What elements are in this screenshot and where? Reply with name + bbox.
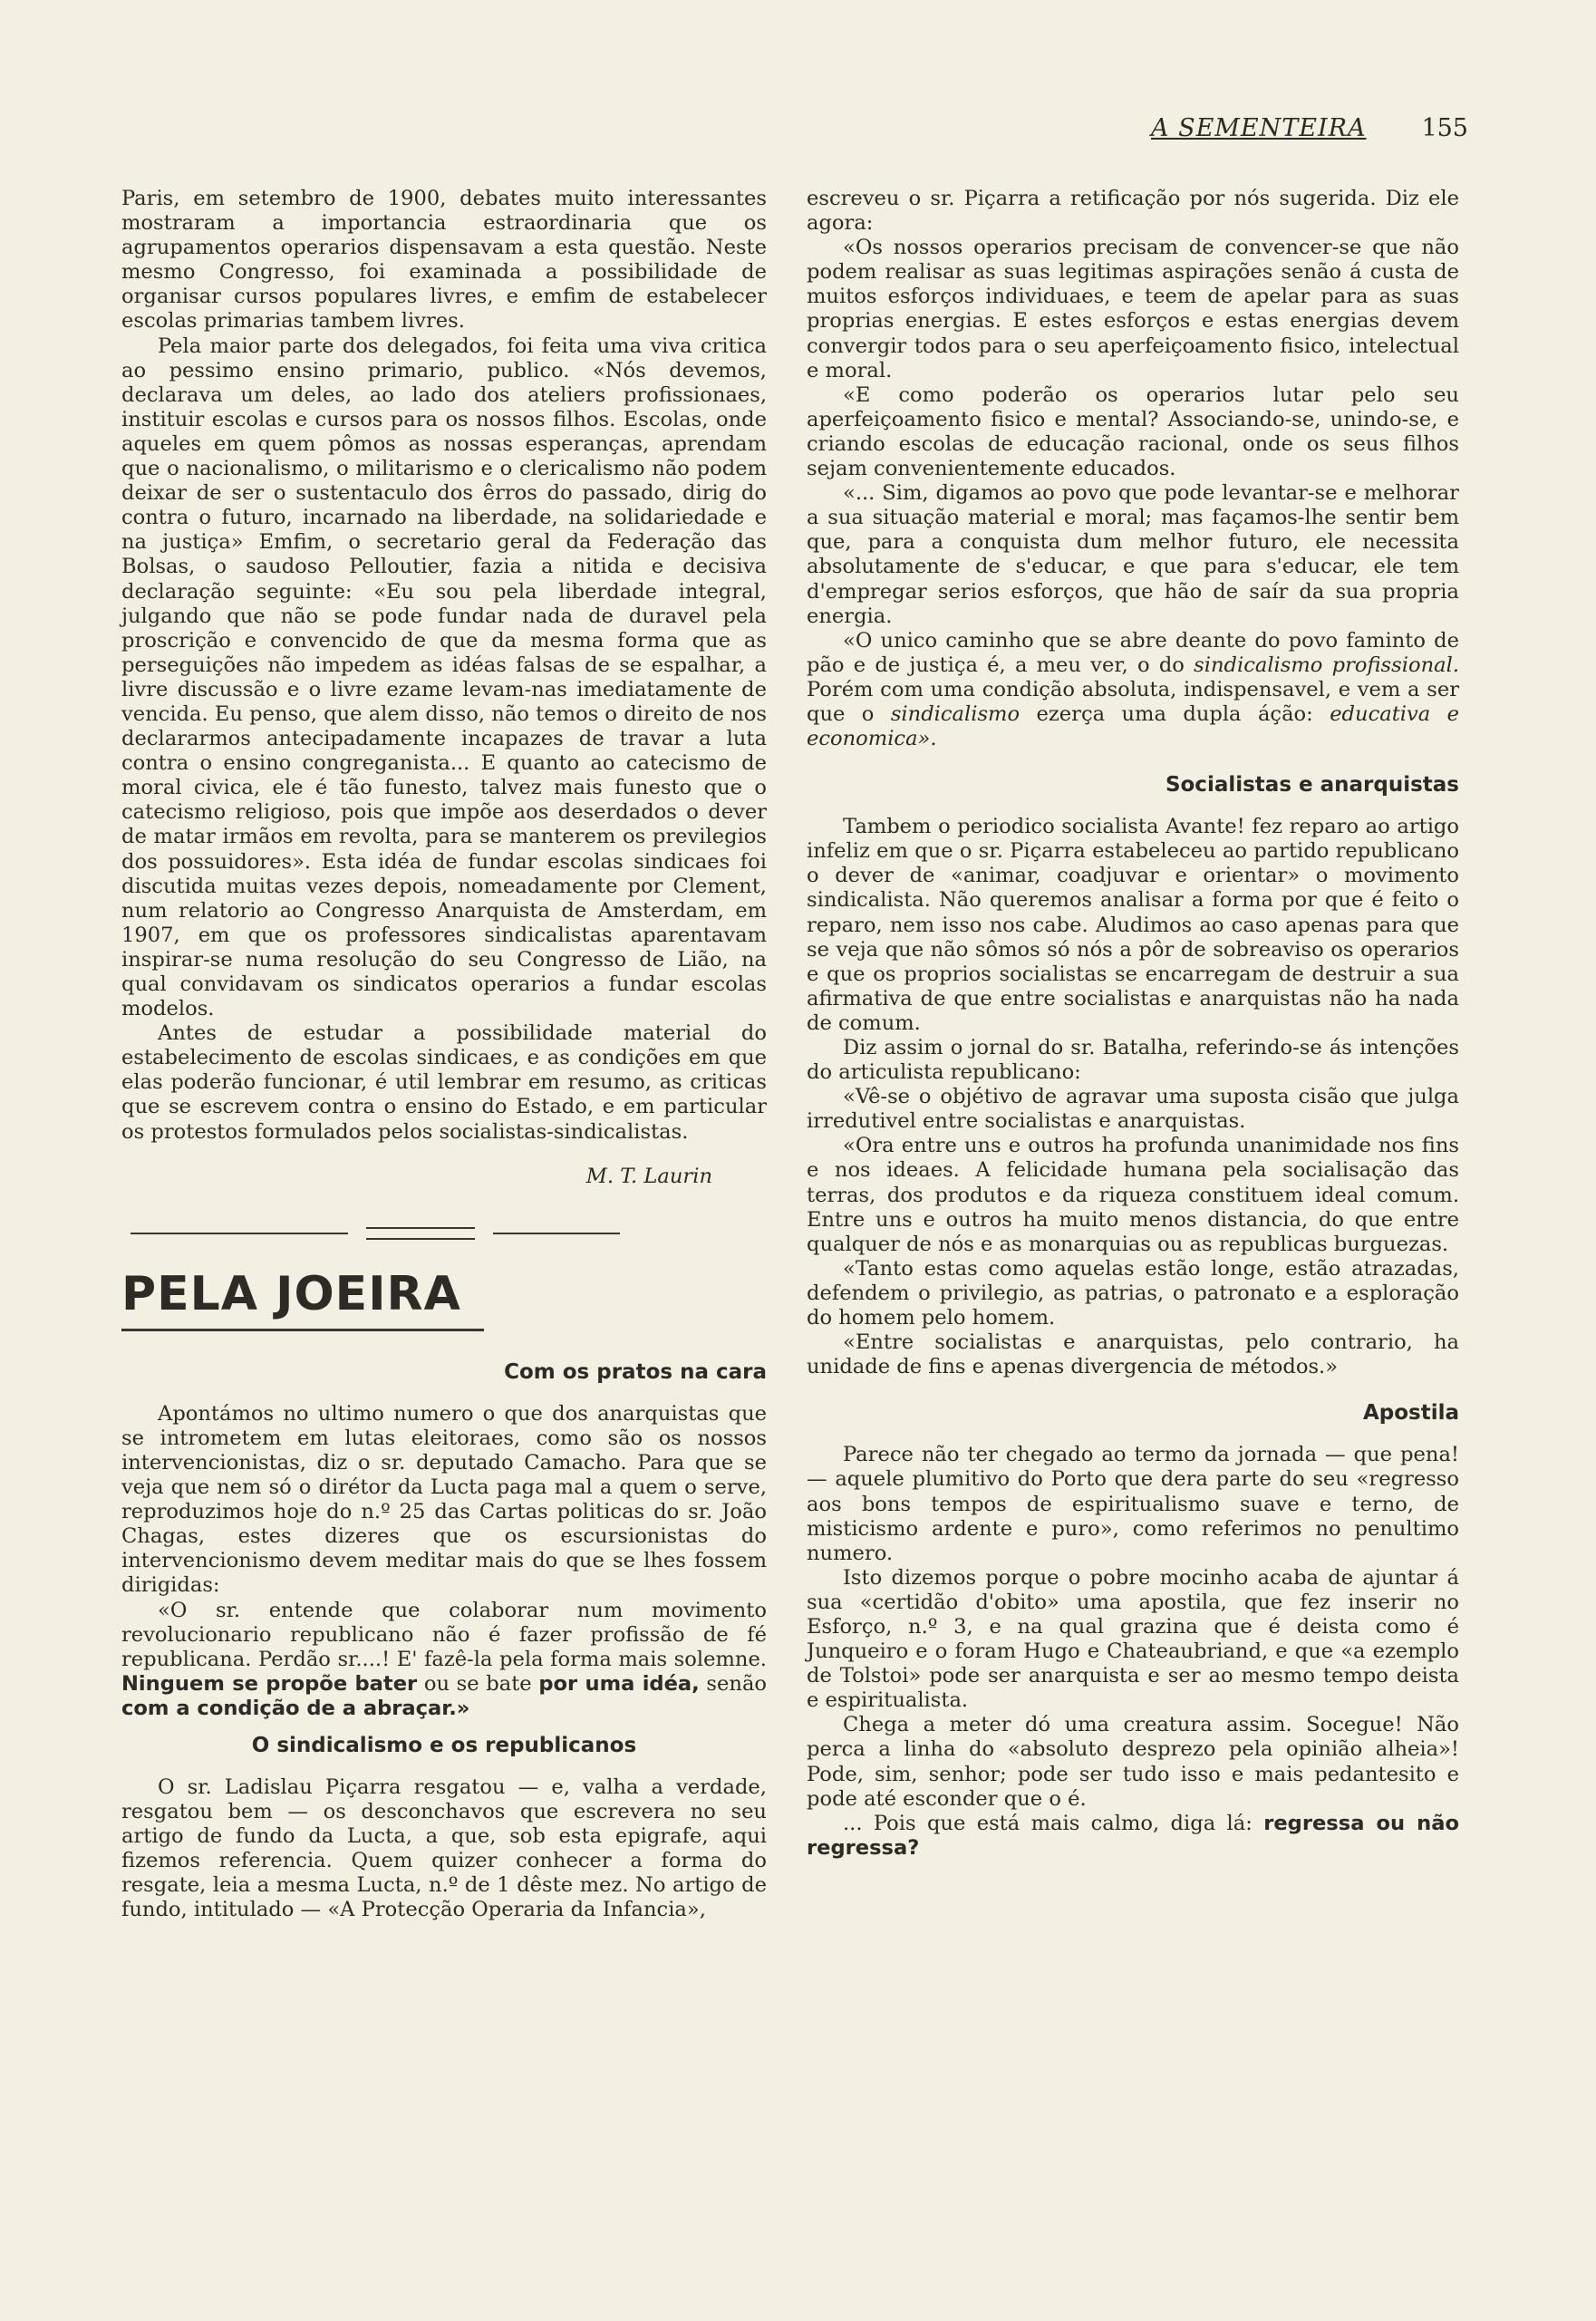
divider-line (366, 1227, 475, 1229)
article-paragraph: «Entre socialistas e anarquistas, pelo contrario, ha unidade de fins e apenas divergencia de métodos.» (807, 1330, 1459, 1379)
article-paragraph: Pela maior parte dos delegados, foi feita uma viva critica ao pessimo ensino primario, publico. «Nós devemos, declarava um deles, ao lado dos ateliers profissionaes, instituir escolas e cursos para os nossos filhos. Escolas, onde aqueles em quem pômos as nossas esperanças, aprendam que o nacionalismo, o militarismo e o clericalismo não podem deixar de ser o sustentaculo dos êrros do passado, dirig do contra o futuro, incarnado na liberdade, na solidariedade e na justiça» Emfim, o secretario geral da Federação das Bolsas, o saudoso Pelloutier, fazia a nitida e decisiva declaração seguinte: «Eu sou pela liberdade integral, julgando que não se pode fundar nada de duravel pela proscrição e convencido de que da mesma forma que as perseguições não impedem as idéas falsas de se espalhar, a livre discussão e o livre ezame levam-nas imediatamente de vencida. Eu penso, que alem disso, não temos o direito de nos declararmos antecipadamente incapazes de travar a luta contra o ensino congreganista... E quanto ao catecismo de moral civica, ele é tão funesto, talvez mais funesto que o catecismo religioso, pois que impõe aos deserdados o dever de matar irmãos em revolta, para se manterem os previlegios dos possuidores». Esta idéa de fundar escolas sindicaes foi discutida muitas vezes depois, nomeadamente por Clement, num relatorio ao Congresso Anarquista de Amsterdam, em 1907, em que os professores sindicalistas aparentavam inspirar-se numa resolução do seu Congresso de Lião, na qual convidavam os sindicatos operarios a fundar escolas modelos. (121, 334, 767, 1021)
italic-text: sindicalismo profissional. (1194, 653, 1459, 677)
article-paragraph: Isto dizemos porque o pobre mocinho acaba de ajuntar á sua «certidão d'obito» uma apostila, que fez inserir no Esforço, n.º 3, e na qual grazina que é deista como é Junqueiro e o foram Hugo e Chateaubriand, e que «a ezemplo de Tolstoi» pode ser anarquista e ser ao mesmo tempo deista e espiritualista. (807, 1565, 1459, 1713)
page-number: 155 (1421, 114, 1468, 142)
section-title: PELA JOEIRA (121, 1266, 461, 1321)
section-title-rule (121, 1329, 484, 1331)
article-paragraph (807, 1812, 1459, 1861)
article-paragraph: «Os nossos operarios precisam de convencer-se que não podem realisar as suas legitimas aspirações senão á custa de muitos esforços individuaes, e teem de apelar para as suas proprias energias. E estes esforços e estas energias devem convergir todos para o seu aperfeiçoamento fisico, intelectual e moral. (807, 236, 1459, 382)
right-column (807, 187, 1459, 1861)
subheading: Apostila (1362, 1401, 1459, 1426)
emphasis-text: regressa ou não regressa? (807, 1811, 1459, 1860)
subheading: Socialistas e anarquistas (1165, 773, 1459, 798)
text-run: Porém com uma condição absoluta, indispensavel, e vem a ser que o (807, 677, 1459, 726)
text-run: ou se bate (423, 1671, 532, 1696)
article-paragraph: «E como poderão os operarios lutar pelo seu aperfeiçoamento fisico e mental? Associando-se, unindo-se, e criando escolas de educação racional, onde os seus filhos sejam convenientemente educados. (807, 382, 1459, 481)
article-paragraph: escreveu o sr. Piçarra a retificação por nós sugerida. Diz ele agora: (807, 187, 1459, 236)
divider-line (366, 1238, 475, 1240)
text-run: «O sr. entende que colaborar num movimento revolucionario republicano não é fazer profissão de fé republicana. Perdão sr....! E' fazê-la pela forma mais solemne. (121, 1598, 767, 1671)
article-paragraph: Antes de estudar a possibilidade material do estabelecimento de escolas sindicaes, e as condições em que elas poderão funcionar, é util lembrar em resumo, as criticas que se escrevem contra o ensino do Estado, e em particular os protestos formulados pelos socialistas-sindicalistas. (121, 1021, 767, 1144)
subheading: O sindicalismo e os republicanos (251, 1733, 637, 1757)
article-paragraph (121, 1599, 767, 1721)
article-paragraph: Chega a meter dó uma creatura assim. Socegue! Não perca a linha do «absoluto desprezo pela opinião alheia»! Pode, sim, senhor; pode ser tudo isso e mais pedantesito e pode até esconder que o é. (807, 1713, 1459, 1811)
subheading: Com os pratos na cara (504, 1359, 767, 1384)
article-paragraph: O sr. Ladislau Piçarra resgatou — e, valha a verdade, resgatou bem — os desconchavos que escrevera no seu artigo de fundo da Lucta, a que, sob esta epigrafe, aqui fizemos referencia. Quem quizer conhecer a forma do resgate, leia a mesma Lucta, n.º de 1 dêste mez. No artigo de fundo, intitulado — «A Protecção Operaria da Infancia», (121, 1775, 767, 1922)
publication-title: A SEMENTEIRA (1151, 114, 1367, 142)
article-paragraph: «... Sim, digamos ao povo que pode levantar-se e melhorar a sua situação material e moral; mas façamos-lhe sentir bem que, para a conquista dum melhor futuro, ele necessita absolutamente de s'educar, e que para s'educar, ele tem d'empregar serios esforços, que hão de saír da sua propria energia. (807, 481, 1459, 628)
emphasis-text: com a condição de a abraçar.» (121, 1696, 470, 1720)
text-run: senão (706, 1671, 768, 1696)
emphasis-text: Ninguem se propõe bater (121, 1671, 418, 1696)
article-paragraph (807, 629, 1459, 751)
running-header (1151, 111, 1468, 147)
divider-line (493, 1233, 620, 1234)
author-signature: M. T. Laurin (585, 1164, 712, 1188)
article-paragraph: Parece não ter chegado ao termo da jornada — que pena! — aquele plumitivo do Porto que dera parte do seu «regresso aos bons tempos de espiritualismo suave e terno, de misticismo ardente e puro», como referimos no penultimo numero. (807, 1443, 1459, 1565)
italic-text: sindicalismo (890, 701, 1020, 726)
text-run: ... Pois que está mais calmo, diga lá: (843, 1811, 1253, 1835)
article-paragraph: «Tanto estas como aquelas estão longe, estão atrazadas, defendem o privilegio, as patrias, o patronato e a esploração do homem pelo homem. (807, 1256, 1459, 1330)
article-paragraph: «Ora entre uns e outros ha profunda unanimidade nos fins e nos ideaes. A felicidade humana pela socialisação das terras, dos produtos e da riqueza constituem ideal comum. Entre uns e outros ha muito menos distancia, do que entre qualquer de nós e as monarquias ou as republicas burguezas. (807, 1134, 1459, 1256)
left-column (121, 187, 767, 1923)
section-divider (121, 1227, 767, 1263)
italic-text: educativa e economica». (807, 701, 1460, 751)
text-run: ezerça uma dupla áção: (1036, 701, 1313, 726)
article-paragraph: Apontámos no ultimo numero o que dos anarquistas que se intrometem em lutas eleitoraes, como são os nossos intervencionistas, diz o sr. deputado Camacho. Para que se veja que nem só o dirétor da Lucta paga mal a quem o serve, reproduzimos hoje do n.º 25 das Cartas politicas do sr. João Chagas, estes dizeres que os escursionistas do intervencionismo devem meditar mais do que se lhes fossem dirigidas: (121, 1401, 767, 1598)
article-paragraph: Diz assim o jornal do sr. Batalha, referindo-se ás intenções do articulista republicano: (807, 1036, 1459, 1085)
article-paragraph: Tambem o periodico socialista Avante! fez reparo ao artigo infeliz em que o sr. Piçarra estabeleceu ao partido republicano o dever de «animar, coadjuvar e orientar» o movimento sindicalista. Não queremos analisar a forma por que é feito o reparo, nem isso nos cabe. Aludimos ao caso apenas para que se veja que não sômos só nós a pôr de sobreaviso os operarios e que os proprios socialistas se encarregam de destruir a sua afirmativa de que entre socialistas e anarquistas não ha nada de comum. (807, 815, 1459, 1035)
article-paragraph: Paris, em setembro de 1900, debates muito interessantes mostraram a importancia estraordinaria que os agrupamentos operarios dispensavam a esta questão. Neste mesmo Congresso, foi examinada a possibilidade de organisar cursos populares livres, e emfim de estabelecer escolas primarias tambem livres. (121, 187, 767, 334)
emphasis-text: por uma idéa, (538, 1671, 700, 1696)
text-run: «O unico caminho que se abre deante do povo faminto de pão e de justiça é, a meu ver, o do (807, 628, 1459, 677)
article-paragraph: «Vê-se o objétivo de agravar uma suposta cisão que julga irredutivel entre socialistas e anarquistas. (807, 1085, 1459, 1134)
divider-line (131, 1233, 348, 1234)
